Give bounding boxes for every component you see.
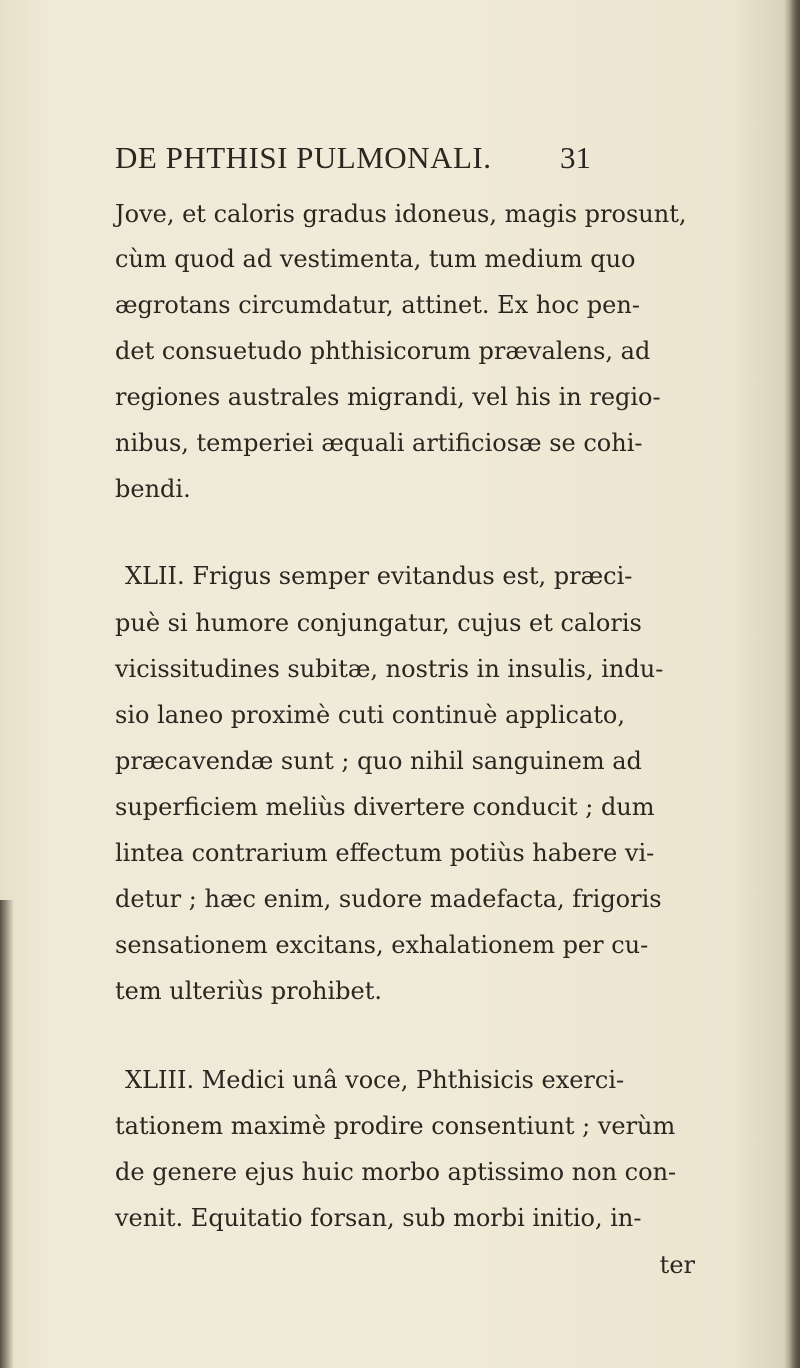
text-line: superficiem meliùs divertere conducit ; dum — [115, 793, 655, 821]
text-line: ægrotans circumdatur, attinet. Ex hoc pen- — [115, 291, 640, 319]
text-line: venit. Equitatio forsan, sub morbi initio, in- — [115, 1204, 642, 1232]
text-line: cùm quod ad vestimenta, tum medium quo — [115, 245, 636, 273]
binding-shadow — [0, 900, 14, 1368]
text-line: detur ; hæc enim, sudore madefacta, frigoris — [115, 885, 662, 913]
text-line: puè si humore conjungatur, cujus et caloris — [115, 609, 642, 637]
page-header — [115, 140, 635, 180]
running-title: DE PHTHISI PULMONALI. — [115, 140, 492, 175]
text-line: det consuetudo phthisicorum prævalens, ad — [115, 337, 651, 365]
text-line: lintea contrarium effectum potiùs habere vi- — [115, 839, 655, 867]
text-line: regiones australes migrandi, vel his in regio- — [115, 383, 661, 411]
catchword: ter — [659, 1251, 695, 1279]
page-number: 31 — [560, 140, 591, 175]
text-line: vicissitudines subitæ, nostris in insulis, indu- — [115, 655, 664, 683]
page-edge-shadow — [790, 0, 800, 1368]
text-line: nibus, temperiei æquali artificiosæ se cohi- — [115, 429, 643, 457]
text-line: de genere ejus huic morbo aptissimo non con- — [115, 1158, 677, 1186]
text-line: sensationem excitans, exhalationem per cu- — [115, 931, 649, 959]
text-line: Jove, et caloris gradus idoneus, magis prosunt, — [115, 200, 687, 228]
text-line: bendi. — [115, 475, 191, 503]
section-heading-line: XLII. Frigus semper evitandus est, præci- — [125, 562, 633, 590]
text-line: tem ulteriùs prohibet. — [115, 977, 383, 1005]
text-line: tationem maximè prodire consentiunt ; verùm — [115, 1112, 676, 1140]
section-heading-line: XLIII. Medici unâ voce, Phthisicis exerci- — [125, 1066, 625, 1094]
text-line: præcavendæ sunt ; quo nihil sanguinem ad — [115, 747, 642, 775]
text-line: sio laneo proximè cuti continuè applicato, — [115, 701, 625, 729]
